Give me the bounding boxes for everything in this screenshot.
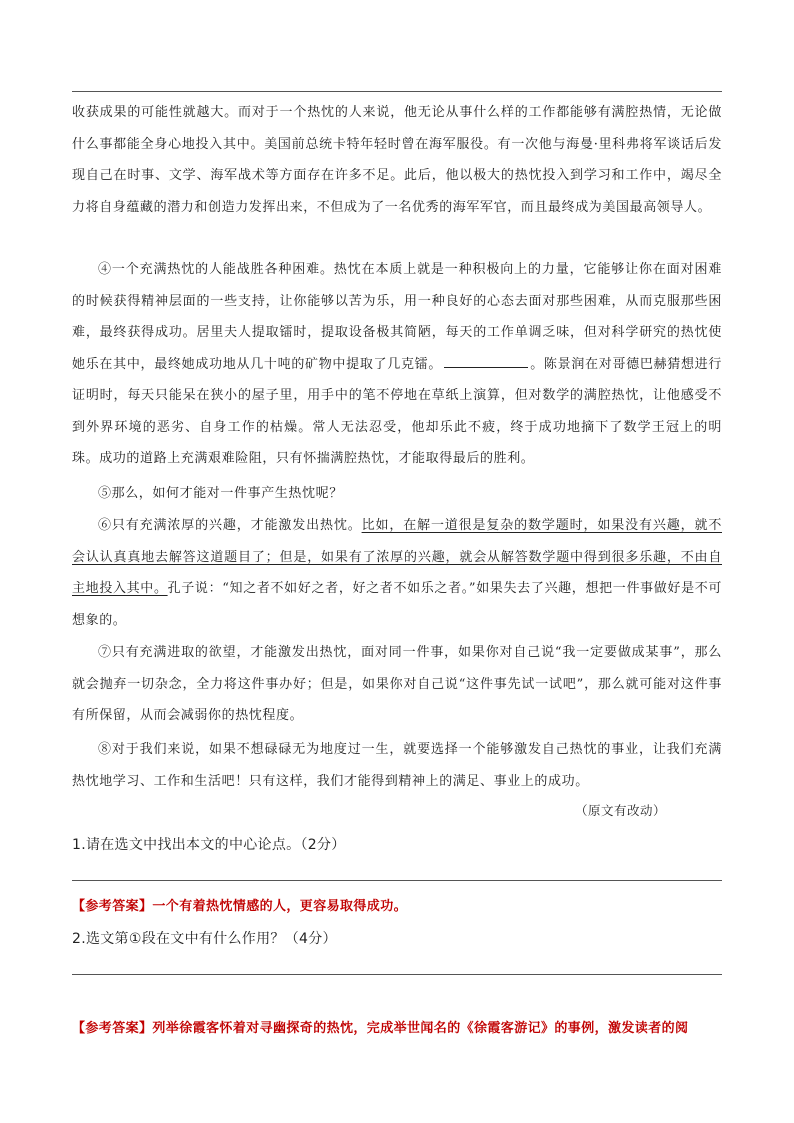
paragraph-6: [72, 510, 722, 636]
paragraph-7: ⑦只有充满进取的欲望，才能激发出热忱，面对同一件事，如果你对自己说“我一定要做成某事”，那么就会抛弃一切杂念，全力将这件事办好；但是，如果你对自己说“这件事先试一试吧”，那么就可能对这件事有所保留，从而会减弱你的热忱程度。: [72, 645, 722, 723]
top-divider: [72, 91, 722, 92]
paragraph-4: [72, 254, 722, 475]
answer-1: 【参考答案】一个有着热忱情感的人，更容易取得成功。: [72, 899, 408, 914]
underlined-sentence: 比如，在解一道很是复杂的数学题时，如果没有兴趣，就不会认认真真地去解答这道题目了；但是，如果有了浓厚的兴趣，就会从解答数学题中得到很多乐趣，不由自主地投入其中。: [72, 518, 722, 596]
paragraph-8: ⑧对于我们来说，如果不想碌碌无为地度过一生，就要选择一个能够激发自己热忱的事业，让我们充满热忱地学习、工作和生活吧！只有这样，我们才能得到精神上的满足、事业上的成功。: [72, 742, 722, 789]
paragraph-5: ⑤那么，如何才能对一件事产生热忱呢？: [98, 486, 343, 501]
source-note: （原文有改动）: [574, 803, 666, 818]
answer-line-1: [72, 880, 722, 881]
fill-in-blank: [444, 355, 528, 368]
answer-2: 【参考答案】列举徐霞客怀着对寻幽探奇的热忱，完成举世闻名的《徐霞客游记》的事例，激发读者的阅: [72, 1021, 689, 1036]
question-2: 2.选文第①段在文中有什么作用？（4分）: [72, 931, 337, 947]
paragraph-6-part-b: 孔子说：“知之者不如好之者，好之者不如乐之者。”如果失去了兴趣，想把一件事做好是不可想象的。: [72, 581, 722, 628]
paragraph-6-part-a: ⑥只有充满浓厚的兴趣，才能激发出热忱。: [98, 518, 362, 533]
paragraph-continued: 收获成果的可能性就越大。而对于一个热忱的人来说，他无论从事什么样的工作都能够有满腔热情，无论做什么事都能全身心地投入其中。美国前总统卡特年轻时曾在海军服役。有一次他与海曼·里科弗将军谈话后发现自己在时事、文学、海军战术等方面存在许多不足。此后，他以极大的热忱投入到学习和工作中，竭尽全力将自身蕴藏的潜力和创造力发挥出来，不但成为了一名优秀的海军军官，而且最终成为美国最高领导人。: [72, 105, 722, 215]
paragraph-4-part-b: 。陈景润在对哥德巴赫猜想进行证明时，每天只能呆在狭小的屋子里，用手中的笔不停地在草纸上演算，但对数学的满腔热忱，让他感受不到外界环境的恶劣、自身工作的枯燥。常人无法忍受，他却乐此不疲，终于成功地摘下了数学王冠上的明珠。成功的道路上充满艰难险阻，只有怀揣满腔热忱，才能取得最后的胜利。: [72, 356, 722, 466]
answer-line-2: [72, 974, 722, 975]
question-1: 1.请在选文中找出本文的中心论点。（2分）: [72, 837, 346, 853]
paragraph-4-part-a: ④一个充满热忱的人能战胜各种困难。热忱在本质上就是一种积极向上的力量，它能够让你在面对困难的时候获得精神层面的一些支持，让你能够以苦为乐，用一种良好的心态去面对那些困难，从而克服那些困难，最终获得成功。居里夫人提取镭时，提取设备极其简陋，每天的工作单调乏味，但对科学研究的热忱使她乐在其中，最终她成功地从几十吨的矿物中提取了几克镭。: [72, 262, 722, 372]
